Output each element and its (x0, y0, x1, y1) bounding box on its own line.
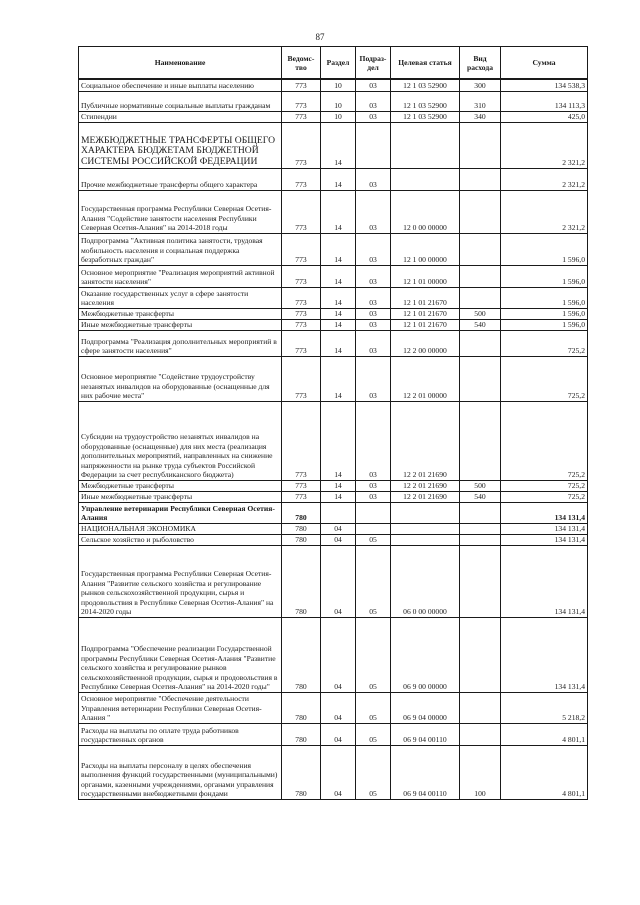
cell-expense: 310 (460, 91, 501, 111)
cell-name: Иные межбюджетные трансферты (79, 319, 282, 330)
cell-sum: 4 801,1 (501, 745, 588, 799)
cell-name: Субсидии на трудоустройство незанятых инвалидов на оборудованные (оснащенные) для них места (реализация дополнительных мероприятий, направленных на снижение напряженности на рынке труда субъектов Российской Федерации за счет республиканского бюджета) (79, 401, 282, 480)
cell-sum: 5 218,2 (501, 692, 588, 723)
cell-expense (460, 723, 501, 745)
cell-expense: 300 (460, 79, 501, 91)
cell-dept: 780 (282, 502, 321, 523)
cell-expense: 500 (460, 308, 501, 319)
cell-sum: 1 596,0 (501, 308, 588, 319)
cell-dept: 773 (282, 356, 321, 401)
cell-expense (460, 265, 501, 287)
header-name: Наименование (79, 47, 282, 80)
cell-expense: 340 (460, 111, 501, 122)
cell-target (391, 534, 460, 545)
cell-subsection: 03 (356, 308, 391, 319)
cell-subsection: 03 (356, 287, 391, 308)
cell-section: 04 (321, 534, 356, 545)
header-section: Раздел (321, 47, 356, 80)
cell-subsection: 05 (356, 723, 391, 745)
cell-subsection: 03 (356, 491, 391, 502)
cell-dept: 773 (282, 287, 321, 308)
cell-target: 12 1 00 00000 (391, 233, 460, 265)
table-row (79, 122, 588, 168)
cell-name: Подпрограмма "Обеспечение реализации Государственной программы Республики Северная Осетия-Алания "Развитие сельского хозяйства и регулирование рынков сельскохозяйственной продукции, сырья и продовольствия в Республике Северная Осетия-Алания" на 2014-2020 годы" (79, 617, 282, 692)
cell-name: Основное мероприятие "Реализация мероприятий активной занятости населения" (79, 265, 282, 287)
cell-dept: 773 (282, 319, 321, 330)
cell-name: Социальное обеспечение и иные выплаты населению (79, 79, 282, 91)
cell-name: Оказание государственных услуг в сфере занятости населения (79, 287, 282, 308)
cell-target: 12 0 00 00000 (391, 190, 460, 233)
cell-dept: 780 (282, 617, 321, 692)
cell-target: 06 0 00 00000 (391, 545, 460, 617)
cell-sum: 4 801,1 (501, 723, 588, 745)
header-subsection: Подраз-дел (356, 47, 391, 80)
cell-expense (460, 190, 501, 233)
table-row (79, 233, 588, 265)
table-row (79, 491, 588, 502)
cell-sum: 1 596,0 (501, 233, 588, 265)
cell-dept: 773 (282, 480, 321, 491)
cell-subsection: 03 (356, 91, 391, 111)
header-sum: Сумма (501, 47, 588, 80)
cell-sum: 134 538,3 (501, 79, 588, 91)
cell-name: НАЦИОНАЛЬНАЯ ЭКОНОМИКА (79, 523, 282, 534)
cell-expense (460, 617, 501, 692)
cell-dept: 773 (282, 308, 321, 319)
table-row (79, 617, 588, 692)
cell-target: 12 1 01 21670 (391, 319, 460, 330)
cell-section: 14 (321, 190, 356, 233)
table-row (79, 265, 588, 287)
cell-section: 04 (321, 523, 356, 534)
table-row (79, 91, 588, 111)
cell-section: 14 (321, 491, 356, 502)
cell-expense (460, 545, 501, 617)
cell-name: Управление ветеринарии Республики Северная Осетия-Алания (79, 502, 282, 523)
cell-target: 06 9 04 00110 (391, 745, 460, 799)
cell-sum: 134 131,4 (501, 617, 588, 692)
cell-name: Стипендии (79, 111, 282, 122)
cell-sum: 725,2 (501, 491, 588, 502)
cell-section: 04 (321, 692, 356, 723)
cell-section: 14 (321, 401, 356, 480)
cell-sum: 134 131,4 (501, 502, 588, 523)
table-row (79, 480, 588, 491)
cell-sum: 1 596,0 (501, 265, 588, 287)
cell-expense (460, 330, 501, 356)
cell-target: 12 1 01 21670 (391, 287, 460, 308)
cell-subsection: 03 (356, 319, 391, 330)
cell-section: 14 (321, 265, 356, 287)
cell-name: Иные межбюджетные трансферты (79, 491, 282, 502)
cell-section: 14 (321, 287, 356, 308)
cell-expense (460, 356, 501, 401)
cell-name: Прочие межбюджетные трансферты общего характера (79, 168, 282, 190)
cell-subsection: 03 (356, 330, 391, 356)
cell-name: Подпрограмма "Реализация дополнительных мероприятий в сфере занятости населения" (79, 330, 282, 356)
budget-table (78, 46, 588, 800)
cell-subsection: 03 (356, 233, 391, 265)
cell-name: Расходы на выплаты персоналу в целях обеспечения выполнения функций государственными (муниципальными) органами, казенными учреждениями, органами управления государственными внебюджетными фондами (79, 745, 282, 799)
cell-sum: 725,2 (501, 480, 588, 491)
table-row (79, 401, 588, 480)
cell-expense: 500 (460, 480, 501, 491)
cell-section: 14 (321, 480, 356, 491)
table-row (79, 723, 588, 745)
cell-section: 14 (321, 168, 356, 190)
cell-sum: 1 596,0 (501, 287, 588, 308)
cell-section: 14 (321, 330, 356, 356)
cell-target (391, 502, 460, 523)
cell-name: Расходы на выплаты по оплате труда работников государственных органов (79, 723, 282, 745)
cell-name: Основное мероприятие "Обеспечение деятельности Управления ветеринарии Республики Северная Осетия-Алания " (79, 692, 282, 723)
cell-expense (460, 401, 501, 480)
header-target: Целевая статья (391, 47, 460, 80)
cell-section: 04 (321, 723, 356, 745)
cell-section: 14 (321, 233, 356, 265)
cell-target: 06 9 04 00000 (391, 692, 460, 723)
header-expense: Вид расхода (460, 47, 501, 80)
table-row (79, 190, 588, 233)
table-row (79, 287, 588, 308)
cell-expense: 100 (460, 745, 501, 799)
cell-dept: 780 (282, 723, 321, 745)
cell-section: 04 (321, 617, 356, 692)
cell-section (321, 502, 356, 523)
cell-sum: 1 596,0 (501, 319, 588, 330)
table-row (79, 356, 588, 401)
cell-expense (460, 534, 501, 545)
cell-section: 14 (321, 122, 356, 168)
table-row (79, 745, 588, 799)
cell-section: 14 (321, 308, 356, 319)
cell-name: Основное мероприятие "Содействие трудоустройству незанятых инвалидов на оборудованные (оснащенные для них рабочие места" (79, 356, 282, 401)
table-row (79, 502, 588, 523)
cell-dept: 780 (282, 745, 321, 799)
cell-target (391, 523, 460, 534)
cell-sum: 425,0 (501, 111, 588, 122)
cell-expense: 540 (460, 491, 501, 502)
cell-subsection: 05 (356, 745, 391, 799)
cell-target: 12 2 00 00000 (391, 330, 460, 356)
cell-dept: 773 (282, 91, 321, 111)
cell-expense (460, 168, 501, 190)
cell-subsection: 03 (356, 265, 391, 287)
table-row (79, 330, 588, 356)
cell-subsection (356, 122, 391, 168)
cell-sum: 725,2 (501, 330, 588, 356)
cell-dept: 773 (282, 168, 321, 190)
cell-sum: 2 321,2 (501, 168, 588, 190)
cell-subsection: 05 (356, 545, 391, 617)
cell-target: 06 9 00 00000 (391, 617, 460, 692)
cell-subsection: 03 (356, 480, 391, 491)
cell-target: 12 1 03 52900 (391, 91, 460, 111)
table-row (79, 545, 588, 617)
cell-section: 10 (321, 79, 356, 91)
cell-subsection: 03 (356, 168, 391, 190)
cell-expense: 540 (460, 319, 501, 330)
cell-sum: 2 321,2 (501, 190, 588, 233)
cell-target: 12 1 01 00000 (391, 265, 460, 287)
cell-expense (460, 523, 501, 534)
cell-name: Межбюджетные трансферты (79, 308, 282, 319)
cell-dept: 780 (282, 523, 321, 534)
cell-name: Публичные нормативные социальные выплаты гражданам (79, 91, 282, 111)
cell-expense (460, 287, 501, 308)
cell-dept: 773 (282, 111, 321, 122)
cell-subsection: 05 (356, 617, 391, 692)
cell-name: Сельское хозяйство и рыболовство (79, 534, 282, 545)
table-row (79, 692, 588, 723)
cell-dept: 773 (282, 401, 321, 480)
cell-subsection: 05 (356, 534, 391, 545)
cell-subsection: 03 (356, 190, 391, 233)
cell-sum: 725,2 (501, 356, 588, 401)
cell-expense (460, 122, 501, 168)
cell-dept: 773 (282, 122, 321, 168)
cell-subsection: 05 (356, 692, 391, 723)
cell-dept: 780 (282, 545, 321, 617)
cell-name: Государственная программа Республики Северная Осетия-Алания "Развитие сельского хозяйства и регулирование рынков сельскохозяйственной продукции, сырья и продовольствия в Республике Северная Осетия-Алания" на 2014-2020 годы (79, 545, 282, 617)
cell-subsection: 03 (356, 356, 391, 401)
cell-subsection (356, 523, 391, 534)
cell-expense (460, 233, 501, 265)
cell-dept: 773 (282, 330, 321, 356)
cell-section: 04 (321, 745, 356, 799)
cell-sum: 134 131,4 (501, 545, 588, 617)
table-row (79, 523, 588, 534)
table-row (79, 308, 588, 319)
cell-sum: 134 131,4 (501, 534, 588, 545)
cell-name: Межбюджетные трансферты (79, 480, 282, 491)
cell-target: 12 1 03 52900 (391, 111, 460, 122)
cell-target: 12 1 03 52900 (391, 79, 460, 91)
table-row (79, 534, 588, 545)
cell-target (391, 168, 460, 190)
header-dept: Ведомс-тво (282, 47, 321, 80)
cell-subsection (356, 502, 391, 523)
cell-dept: 773 (282, 190, 321, 233)
cell-dept: 773 (282, 233, 321, 265)
cell-target: 12 2 01 00000 (391, 356, 460, 401)
page-number: 87 (315, 32, 325, 42)
cell-dept: 773 (282, 79, 321, 91)
cell-section: 10 (321, 111, 356, 122)
cell-subsection: 03 (356, 401, 391, 480)
table-row (79, 79, 588, 91)
cell-target: 06 9 04 00110 (391, 723, 460, 745)
cell-dept: 773 (282, 491, 321, 502)
cell-dept: 773 (282, 265, 321, 287)
cell-target (391, 122, 460, 168)
cell-sum: 2 321,2 (501, 122, 588, 168)
cell-target: 12 2 01 21690 (391, 491, 460, 502)
cell-subsection: 03 (356, 111, 391, 122)
cell-target: 12 2 01 21690 (391, 480, 460, 491)
cell-sum: 134 113,3 (501, 91, 588, 111)
cell-target: 12 2 01 21690 (391, 401, 460, 480)
table-row (79, 319, 588, 330)
table-body (79, 79, 588, 799)
cell-expense (460, 502, 501, 523)
cell-dept: 780 (282, 534, 321, 545)
cell-section: 10 (321, 91, 356, 111)
table-header (79, 47, 588, 80)
table-row (79, 111, 588, 122)
cell-subsection: 03 (356, 79, 391, 91)
cell-sum: 134 131,4 (501, 523, 588, 534)
cell-dept: 780 (282, 692, 321, 723)
table-row (79, 168, 588, 190)
cell-section: 14 (321, 356, 356, 401)
cell-section: 04 (321, 545, 356, 617)
cell-name: Подпрограмма "Активная политика занятости, трудовая мобильность населения и социальная поддержка безработных граждан" (79, 233, 282, 265)
cell-name: МЕЖБЮДЖЕТНЫЕ ТРАНСФЕРТЫ ОБЩЕГО ХАРАКТЕРА БЮДЖЕТАМ БЮДЖЕТНОЙ СИСТЕМЫ РОССИЙСКОЙ ФЕДЕРАЦИИ (79, 122, 282, 168)
cell-sum: 725,2 (501, 401, 588, 480)
cell-name: Государственная программа Республики Северная Осетия-Алания "Содействие занятости населения Республики Северная Осетия-Алания" на 2014-2018 годы (79, 190, 282, 233)
cell-expense (460, 692, 501, 723)
cell-target: 12 1 01 21670 (391, 308, 460, 319)
cell-section: 14 (321, 319, 356, 330)
